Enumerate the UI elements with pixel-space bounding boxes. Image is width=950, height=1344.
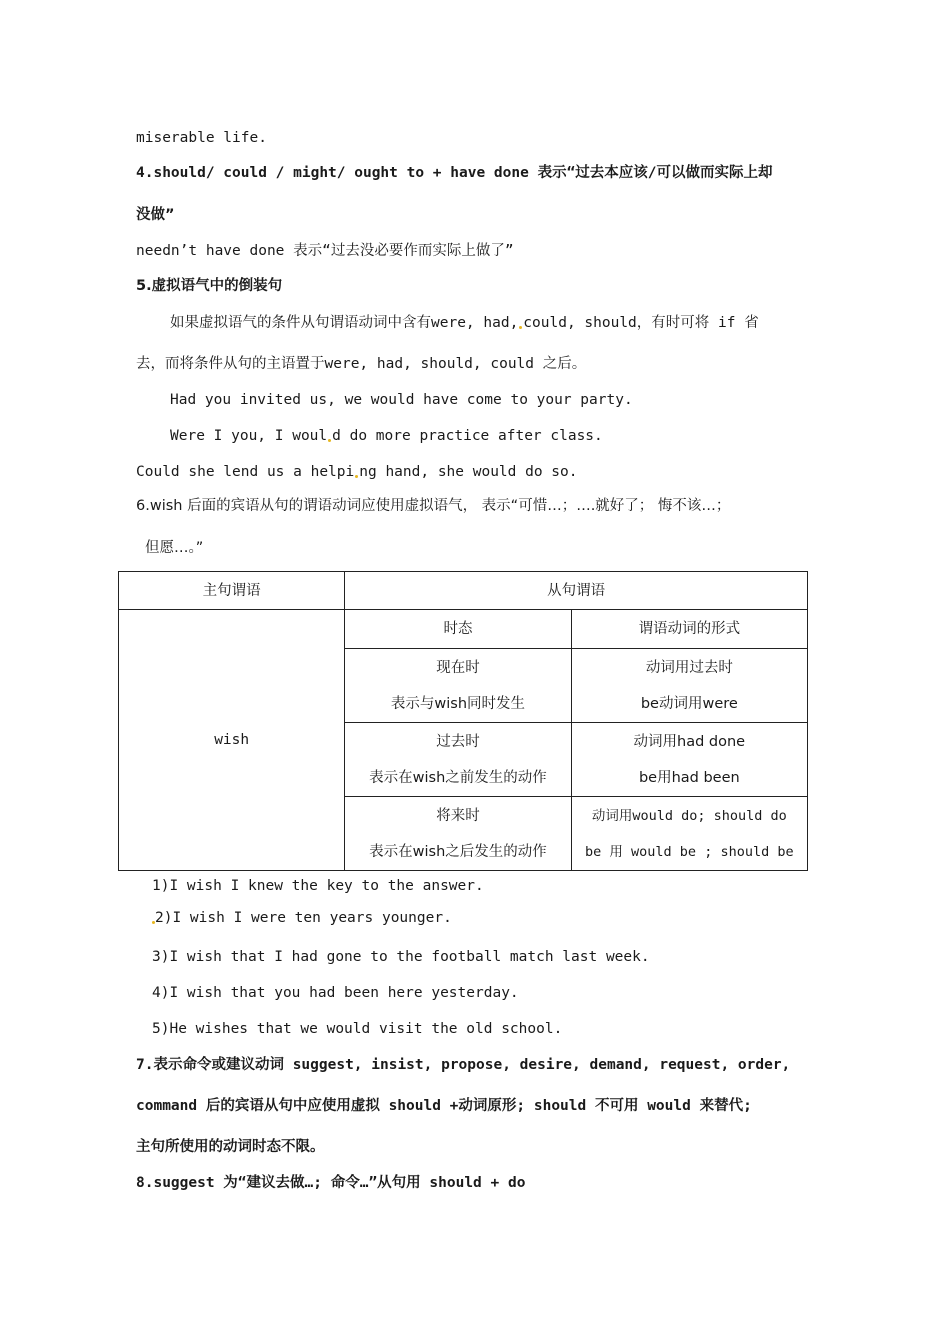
header-verb-form: 谓语动词的形式 (571, 610, 807, 649)
example-sentence: 2)I wish I were ten years younger. (152, 908, 452, 928)
text-fragment: 如果虚拟语气的条件从句谓语动词中含有were, had, (170, 315, 519, 331)
rule-4-heading-cont: 没做” (136, 207, 175, 223)
example-sentence: 4)I wish that you had been here yesterday. (152, 985, 519, 1001)
form-cell: 动词用had done be用had been (571, 723, 807, 797)
example-sentence (136, 462, 578, 482)
rule-7-heading: 7.表示命令或建议动词 suggest, insist, propose, desire, demand, request, order, (136, 1057, 791, 1073)
rule-8-heading: 8.suggest 为“建议去做…; 命令…”从句用 should + do (136, 1175, 526, 1191)
wish-grammar-table (118, 571, 808, 871)
text-line: needn’t have done 表示“过去没必要作而实际上做了” (136, 243, 514, 259)
text-line: miserable life. (136, 130, 267, 146)
rule-4-heading: 4.should/ could / might/ ought to + have done 表示“过去本应该/可以做而实际上却 (136, 165, 773, 181)
header-tense: 时态 (345, 610, 571, 649)
example-sentence: 3)I wish that I had gone to the football match last week. (152, 949, 650, 965)
rule-7-heading-cont: 主句所使用的动词时态不限。 (136, 1139, 325, 1155)
example-sentence: 5)He wishes that we would visit the old school. (152, 1021, 563, 1037)
rule-5-heading: 5.虚拟语气中的倒装句 (136, 278, 283, 294)
text-fragment: d do more practice after class. (332, 428, 603, 444)
text-fragment: Could she lend us a helpi (136, 464, 355, 480)
header-main-predicate: 主句谓语 (119, 572, 345, 610)
text-fragment: Were I you, I woul (170, 428, 328, 444)
text-fragment: could, should，有时可将 if 省 (523, 315, 759, 331)
marker-dot (328, 439, 331, 442)
form-cell: 动词用过去时 be动词用were (571, 649, 807, 723)
tense-cell: 现在时 表示与wish同时发生 (345, 649, 571, 723)
example-sentence: 1)I wish I knew the key to the answer. (152, 878, 484, 894)
header-clause-predicate: 从句谓语 (345, 572, 808, 610)
main-verb-cell: wish (119, 610, 345, 871)
text-line: 去，而将条件从句的主语置于were, had, should, could 之后。 (136, 356, 587, 372)
example-sentence: Had you invited us, we would have come to your party. (170, 392, 633, 408)
rule-6-heading: 6.wish 后面的宾语从句的谓语动词应使用虚拟语气， 表示“可惜…；….就好了； 悔不该…； (136, 498, 731, 514)
form-cell: 动词用would do; should do be 用 would be ; should be (571, 797, 807, 871)
example-sentence (170, 426, 603, 446)
text-line (170, 313, 759, 333)
rule-7-heading-cont: command 后的宾语从句中应使用虚拟 should +动词原形; should 不可用 would 来替代; (136, 1098, 752, 1114)
rule-6-heading-cont: 但愿…。” (145, 540, 204, 556)
marker-dot (519, 326, 522, 329)
tense-cell: 将来时 表示在wish之后发生的动作 (345, 797, 571, 871)
text-fragment: ng hand, she would do so. (359, 464, 578, 480)
marker-dot (355, 475, 358, 478)
tense-cell: 过去时 表示在wish之前发生的动作 (345, 723, 571, 797)
